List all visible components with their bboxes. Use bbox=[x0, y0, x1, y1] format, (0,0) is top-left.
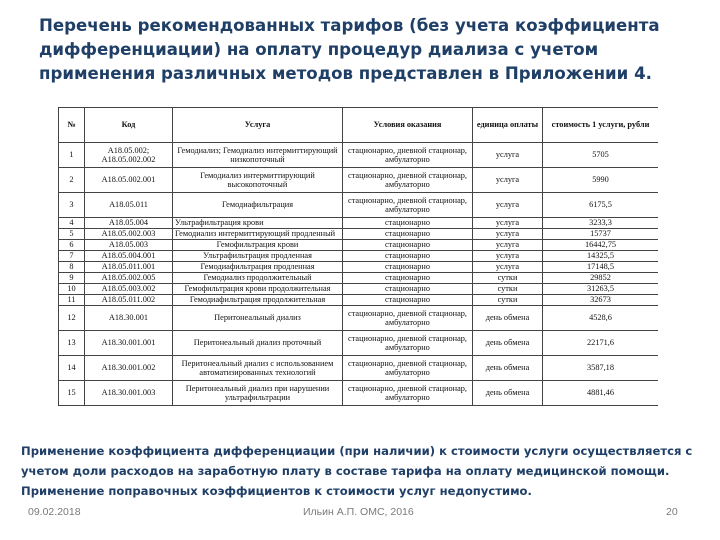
cell-cost: 4881,46 bbox=[543, 381, 659, 406]
cell-number: 8 bbox=[59, 262, 85, 273]
table-row bbox=[59, 295, 659, 306]
cell-code: A18.05.002; A18.05.002.002 bbox=[85, 143, 173, 168]
cell-conditions: стационарно bbox=[343, 240, 473, 251]
cell-unit: услуга bbox=[473, 218, 543, 229]
cell-unit: сутки bbox=[473, 284, 543, 295]
header-conditions: Условия оказания bbox=[343, 108, 473, 143]
cell-number: 9 bbox=[59, 273, 85, 284]
cell-service: Гемофильтрация крови bbox=[173, 240, 343, 251]
cell-code: A18.05.011.002 bbox=[85, 295, 173, 306]
cell-cost: 3587,18 bbox=[543, 356, 659, 381]
cell-service: Гемодиализ продолжительный bbox=[173, 273, 343, 284]
footer-date: 09.02.2018 bbox=[28, 506, 81, 518]
header-code: Код bbox=[85, 108, 173, 143]
cell-service: Ультрафильтрация крови bbox=[173, 218, 343, 229]
table-row bbox=[59, 143, 659, 168]
table-row bbox=[59, 262, 659, 273]
cell-conditions: стационарно bbox=[343, 273, 473, 284]
cell-conditions: стационарно bbox=[343, 229, 473, 240]
cell-unit: день обмена bbox=[473, 356, 543, 381]
cell-cost: 31263,5 bbox=[543, 284, 659, 295]
cell-number: 1 bbox=[59, 143, 85, 168]
cell-conditions: стационарно bbox=[343, 284, 473, 295]
cell-code: A18.30.001.002 bbox=[85, 356, 173, 381]
cell-number: 7 bbox=[59, 251, 85, 262]
table-header-row bbox=[59, 108, 659, 143]
header-cost: стоимость 1 услуги, рубли bbox=[543, 108, 659, 143]
cell-cost: 14325,5 bbox=[543, 251, 659, 262]
cell-unit: услуга bbox=[473, 143, 543, 168]
cell-code: A18.05.002.003 bbox=[85, 229, 173, 240]
cell-service: Перитонеальный диализ при нарушении ультрафильтрации bbox=[173, 381, 343, 406]
table-row bbox=[59, 168, 659, 193]
cell-service: Гемодиализ интермиттирующий продленный bbox=[173, 229, 343, 240]
header-service: Услуга bbox=[173, 108, 343, 143]
cell-unit: день обмена bbox=[473, 306, 543, 331]
cell-cost: 16442,75 bbox=[543, 240, 659, 251]
footer-text: Применение коэффициента дифференциации (при наличии) к стоимости услуги осуществляется с учетом доли расходов на заработную плату в составе тарифа на оплату медицинской помощи. Применение поправочных коэффициентов к стоимости услуг недопустимо. bbox=[21, 444, 693, 498]
cell-service: Гемодиафильтрация продленная bbox=[173, 262, 343, 273]
cell-conditions: стационарно, дневной стационар, амбулаторно bbox=[343, 331, 473, 356]
slide-title: Перечень рекомендованных тарифов (без учета коэффициента дифференциации) на оплату процедур диализа с учетом применения различных методов представлен в Приложении 4. bbox=[39, 16, 660, 83]
cell-service: Гемодиализ; Гемодиализ интермиттирующий низкопоточный bbox=[173, 143, 343, 168]
table-row bbox=[59, 306, 659, 331]
cell-number: 14 bbox=[59, 356, 85, 381]
cell-conditions: стационарно, дневной стационар, амбулаторно bbox=[343, 356, 473, 381]
cell-cost: 5705 bbox=[543, 143, 659, 168]
cell-service: Гемодиафильтрация продолжительная bbox=[173, 295, 343, 306]
cell-unit: услуга bbox=[473, 240, 543, 251]
cell-unit: сутки bbox=[473, 273, 543, 284]
cell-unit: услуга bbox=[473, 251, 543, 262]
cell-unit: услуга bbox=[473, 193, 543, 218]
cell-code: A18.05.002.001 bbox=[85, 168, 173, 193]
cell-number: 15 bbox=[59, 381, 85, 406]
page-number: 20 bbox=[666, 506, 678, 518]
cell-conditions: стационарно bbox=[343, 251, 473, 262]
table-row bbox=[59, 381, 659, 406]
cell-conditions: стационарно bbox=[343, 262, 473, 273]
cell-code: A18.30.001 bbox=[85, 306, 173, 331]
tariff-table bbox=[58, 107, 658, 406]
cell-unit: сутки bbox=[473, 295, 543, 306]
cell-conditions: стационарно bbox=[343, 218, 473, 229]
cell-conditions: стационарно bbox=[343, 295, 473, 306]
cell-number: 2 bbox=[59, 168, 85, 193]
cell-code: A18.05.003.002 bbox=[85, 284, 173, 295]
table-row bbox=[59, 273, 659, 284]
table-row bbox=[59, 284, 659, 295]
cell-cost: 3233,3 bbox=[543, 218, 659, 229]
cell-unit: день обмена bbox=[473, 381, 543, 406]
cell-code: A18.05.011.001 bbox=[85, 262, 173, 273]
cell-cost: 6175,5 bbox=[543, 193, 659, 218]
cell-number: 10 bbox=[59, 284, 85, 295]
cell-cost: 22171,6 bbox=[543, 331, 659, 356]
cell-conditions: стационарно, дневной стационар, амбулаторно bbox=[343, 381, 473, 406]
table-row bbox=[59, 229, 659, 240]
cell-cost: 32673 bbox=[543, 295, 659, 306]
cell-conditions: стационарно, дневной стационар, амбулаторно bbox=[343, 193, 473, 218]
cell-conditions: стационарно, дневной стационар, амбулаторно bbox=[343, 143, 473, 168]
cell-code: A18.05.004.001 bbox=[85, 251, 173, 262]
cell-unit: услуга bbox=[473, 168, 543, 193]
cell-cost: 4528,6 bbox=[543, 306, 659, 331]
table-row bbox=[59, 218, 659, 229]
header-unit: единица оплаты bbox=[473, 108, 543, 143]
table-row bbox=[59, 331, 659, 356]
cell-code: A18.05.011 bbox=[85, 193, 173, 218]
cell-unit: услуга bbox=[473, 262, 543, 273]
table-row bbox=[59, 193, 659, 218]
cell-number: 4 bbox=[59, 218, 85, 229]
cell-number: 6 bbox=[59, 240, 85, 251]
cell-unit: день обмена bbox=[473, 331, 543, 356]
cell-service: Ультрафильтрация продленная bbox=[173, 251, 343, 262]
cell-code: A18.05.004 bbox=[85, 218, 173, 229]
cell-number: 3 bbox=[59, 193, 85, 218]
cell-cost: 5990 bbox=[543, 168, 659, 193]
cell-code: A18.05.003 bbox=[85, 240, 173, 251]
cell-number: 11 bbox=[59, 295, 85, 306]
table-row bbox=[59, 356, 659, 381]
cell-cost: 17148,5 bbox=[543, 262, 659, 273]
cell-code: A18.05.002.005 bbox=[85, 273, 173, 284]
header-number: № bbox=[59, 108, 85, 143]
cell-conditions: стационарно, дневной стационар, амбулаторно bbox=[343, 168, 473, 193]
cell-service: Перитонеальный диализ bbox=[173, 306, 343, 331]
cell-service: Гемодиализ интермиттирующий высокопоточный bbox=[173, 168, 343, 193]
cell-service: Перитонеальный диализ с использованием автоматизированных технологий bbox=[173, 356, 343, 381]
cell-service: Гемодиафильтрация bbox=[173, 193, 343, 218]
cell-cost: 15737 bbox=[543, 229, 659, 240]
cell-code: A18.30.001.001 bbox=[85, 331, 173, 356]
footer-author: Ильин А.П. ОМС, 2016 bbox=[303, 506, 414, 518]
table-row bbox=[59, 240, 659, 251]
cell-conditions: стационарно, дневной стационар, амбулаторно bbox=[343, 306, 473, 331]
cell-service: Гемофильтрация крови продолжительная bbox=[173, 284, 343, 295]
table-row bbox=[59, 251, 659, 262]
cell-service: Перитонеальный диализ проточный bbox=[173, 331, 343, 356]
tariff-table-wrapper bbox=[58, 107, 658, 420]
cell-cost: 29852 bbox=[543, 273, 659, 284]
cell-number: 12 bbox=[59, 306, 85, 331]
cell-number: 5 bbox=[59, 229, 85, 240]
cell-code: A18.30.001.003 bbox=[85, 381, 173, 406]
cell-unit: услуга bbox=[473, 229, 543, 240]
cell-number: 13 bbox=[59, 331, 85, 356]
